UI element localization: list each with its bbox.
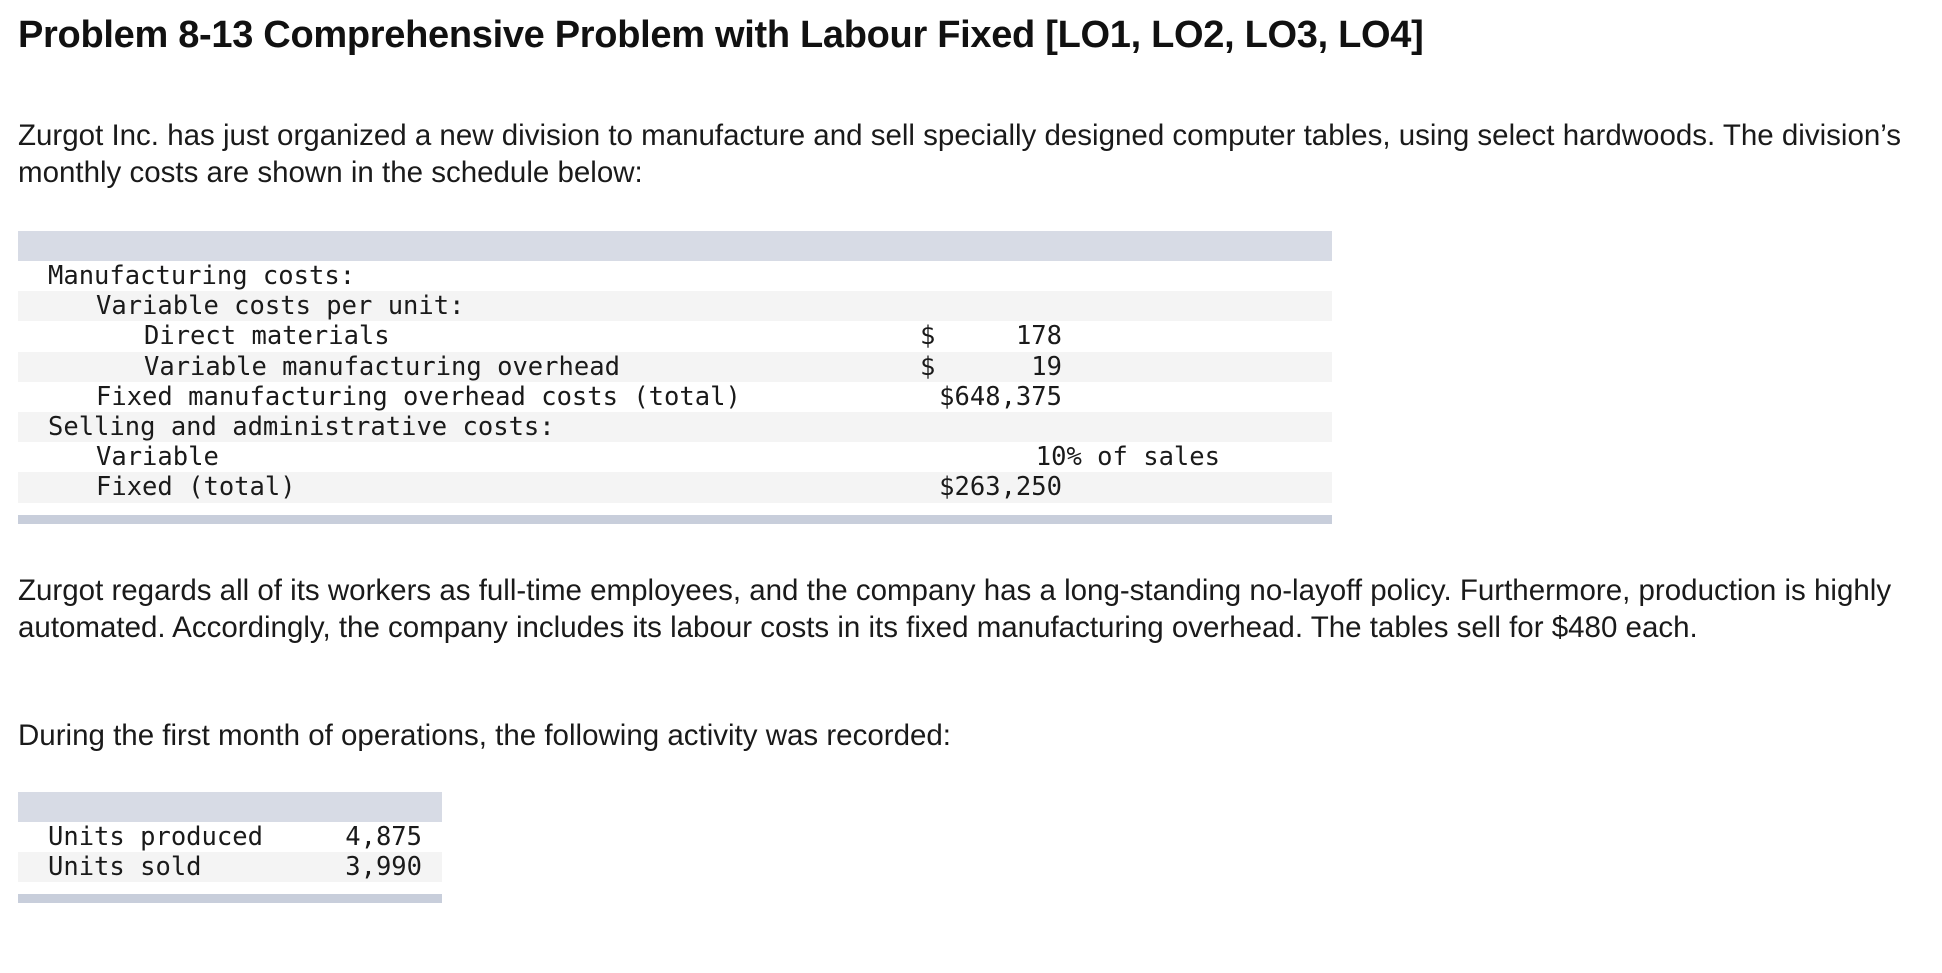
labour-paragraph: Zurgot regards all of its workers as full-time employees, and the company has a long-standing no-layoff policy. Furthermore, production is highly automated. Accordingly, the company includes its labour costs in its fixed manufacturing overhead. The tables sell for $480 each.: [18, 574, 1892, 644]
row-label: Selling and administrative costs:: [48, 411, 555, 442]
cost-schedule-table: [18, 231, 1332, 524]
currency-symbol: $: [920, 351, 936, 382]
activity-table: [18, 792, 442, 903]
row-amount: 178: [1015, 321, 1062, 352]
table-footer-bar: [18, 894, 442, 903]
row-label: Variable costs per unit:: [96, 291, 465, 322]
table-row: [18, 852, 442, 882]
row-amount: $263,250: [939, 472, 1062, 503]
row-label: Fixed (total): [96, 472, 296, 503]
row-amount: $648,375: [939, 381, 1062, 412]
table-row: [18, 261, 1332, 291]
row-value: 3,990: [345, 852, 422, 883]
row-label: Units sold: [48, 852, 202, 883]
row-label: Units produced: [48, 822, 263, 852]
table-footer-bar: [18, 515, 1332, 524]
table-header-bar: [18, 792, 442, 822]
intro-paragraph: Zurgot Inc. has just organized a new division to manufacture and sell specially designed computer tables, using select hardwoods. The division’s monthly costs are shown in the schedule below:: [18, 119, 1902, 189]
table-row: [18, 321, 1332, 351]
table-row: [18, 822, 442, 852]
row-label: Variable: [96, 442, 219, 473]
currency-symbol: $: [920, 321, 936, 352]
table-header-bar: [18, 231, 1332, 261]
row-label: Manufacturing costs:: [48, 261, 356, 291]
row-amount: 19: [1031, 351, 1062, 382]
table-row: [18, 382, 1332, 412]
row-label: Fixed manufacturing overhead costs (total): [96, 381, 741, 412]
row-label: Variable manufacturing overhead: [144, 351, 620, 382]
table-row: [18, 291, 1332, 321]
table-row: [18, 352, 1332, 382]
activity-intro-paragraph: During the first month of operations, the following activity was recorded:: [18, 719, 951, 752]
table-row: [18, 412, 1332, 442]
row-value: 4,875: [345, 822, 422, 852]
table-row: [18, 442, 1332, 472]
problem-title: Problem 8-13 Comprehensive Problem with Labour Fixed [LO1, LO2, LO3, LO4]: [18, 14, 1424, 56]
row-label: Direct materials: [144, 321, 390, 352]
table-row: [18, 472, 1332, 502]
row-amount: 10% of sales: [1035, 442, 1220, 473]
